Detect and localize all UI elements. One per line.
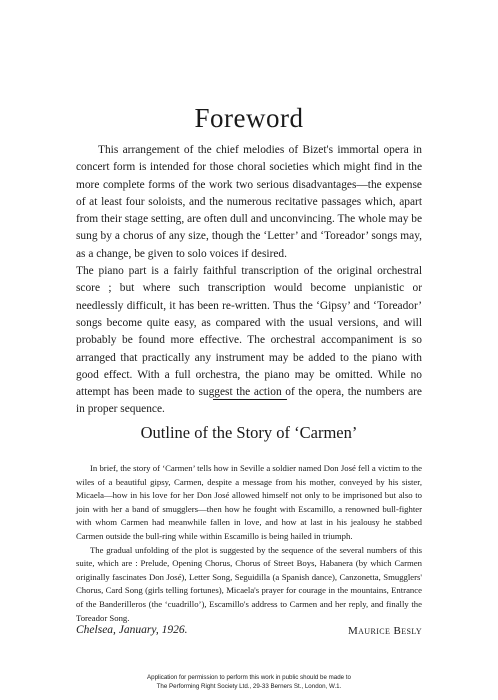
permission-footer [0, 673, 498, 691]
section-divider [213, 399, 287, 400]
author-name: Maurice Besly [347, 625, 422, 637]
page-title: Foreword [194, 103, 304, 133]
place-date: Chelsea, January, 1926. [76, 624, 188, 636]
story-title: Outline of the Story of ‘Carmen’ [140, 423, 358, 442]
signature-line [76, 624, 422, 640]
footer-line-2: The Performing Right Society Ltd., 29-33 Berners St., London, W.1. [156, 683, 342, 690]
foreword-paragraph-1: This arrangement of the chief melodies of Bizet's immortal opera in concert form is intended for those choral societies which might find in the more complete forms of the work two serious disadvantages—the expense of at least four soloists, and the numerous recitative passages which, apart from their stage setting, are often dull and unconvincing. The whole may be sung by a chorus of any size, though the ‘Letter’ and ‘Toreador’ songs may, as a change, be given to solo voices if desired. [76, 144, 422, 260]
story-body [76, 462, 422, 625]
story-paragraph-1: In brief, the story of ‘Carmen’ tells how in Seville a soldier named Don José fell a victim to the wiles of a beautiful gipsy, Carmen, despite a message from his mother, conveyed by his sister, Micaela—how in his love for her Don José allowed himself not only to be imprisoned but also to join with her a band of smugglers—then how he fought with Escamillo, a renowned bull-fighter with whom Carmen had meanwhile fallen in love, and how at last in his jealousy he stabbed Carmen outside the bull-ring while within Escamillo is being hailed in triumph. [76, 463, 422, 541]
story-paragraph-2: The gradual unfolding of the plot is suggested by the sequence of the several numbers of this suite, which are : Prelude, Opening Chorus, Chorus of Street Boys, Habanera (by which Carmen originally fascinates Don José), Letter Song, Seguidilla (a Spanish dance), Canzonetta, Smugglers' Chorus, Card Song (girls telling fortunes), Micaela's prayer for courage in the mountains, Entrance of the Banderilleros (the ‘cuadrillo’), Escamillo's address to Carmen and her reply, and finally the Toreador Song. [76, 544, 422, 623]
foreword-paragraph-2: The piano part is a fairly faithful transcription of the original orchestral score ; but where such transcription would become unpianistic or needlessly difficult, it has been re-written. Thus the ‘Gipsy’ and ‘Toreador’ songs become quite easy, as compared with the usual versions, and will probably be found more effective. The orchestral accompaniment is so arranged that practically any instrument may be added to the piano with good effect. With a full orchestra, the piano may be omitted. While no attempt has been made to suggest the action of the opera, the numbers are in proper sequence. [76, 265, 422, 416]
footer-line-1: Application for permission to perform this work in public should be made to [147, 674, 351, 681]
foreword-body [76, 142, 422, 419]
